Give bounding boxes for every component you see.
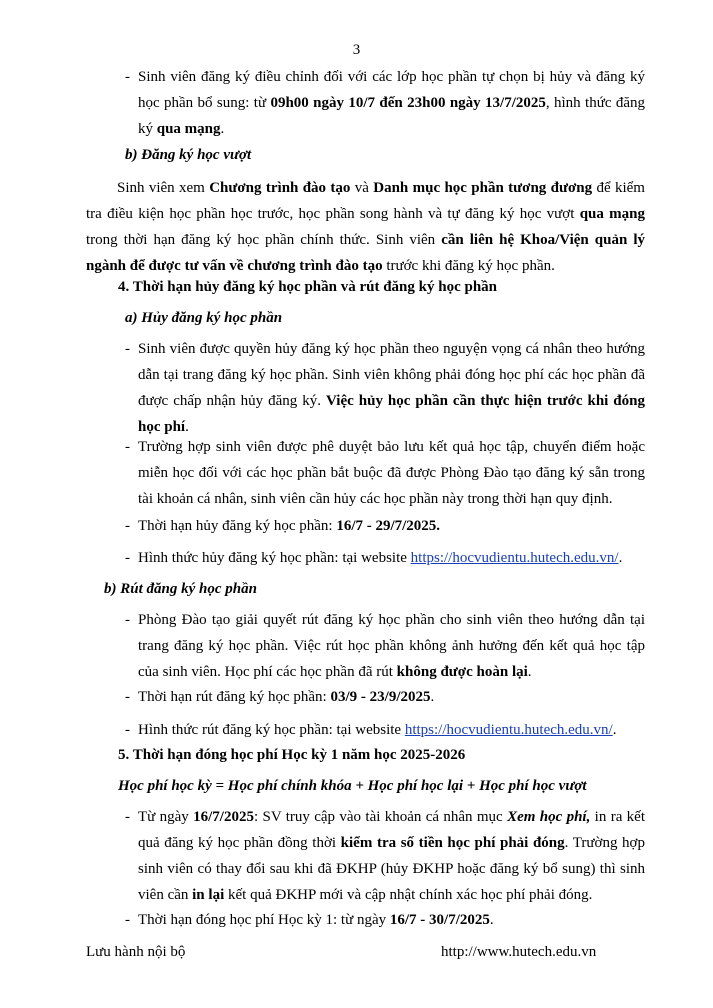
bullet-dash: - (125, 612, 130, 628)
list-item: Phòng Đào tạo giải quyết rút đăng ký học phần cho sinh viên theo hướng dẫn tại trang đăng ký học phần. Việc rút học phần không ảnh hưởng đến kết quả học tập của sinh viên. Học phí các học phần đã rút không được hoàn lại. (138, 612, 645, 680)
text-bold: 09h00 ngày 10/7 đến 23h00 ngày 13/7/2025 (270, 95, 546, 111)
bullet-dash: - (125, 518, 130, 534)
bullet-dash: - (125, 912, 130, 928)
subsection-title: b) Đăng ký học vượt (125, 147, 252, 163)
list-item: Trường hợp sinh viên được phê duyệt bảo lưu kết quả học tập, chuyển điểm hoặc miễn học đối với các học phần bắt buộc đã được Phòng Đào tạo đăng ký sẵn trong tài khoản cá nhân, sinh viên cần hủy các học phần này trong thời hạn quy định. (138, 439, 645, 507)
text: . (220, 121, 225, 137)
section-title: 4. Thời hạn hủy đăng ký học phần và rút đăng ký học phần (118, 279, 498, 295)
bullet-dash: - (125, 69, 130, 85)
text-bold: qua mạng (156, 121, 221, 137)
list-item: Sinh viên được quyền hủy đăng ký học phần theo nguyện vọng cá nhân theo hướng dẫn tại trang đăng ký học phần. Sinh viên không phải đóng học phí các học phần đã được chấp nhận hủy đăng ký. Việc hủy học phần cần thực hiện trước khi đóng học phí. (138, 341, 645, 435)
formula: Học phí học kỳ = Học phí chính khóa + Học phí học lại + Học phí học vượt (118, 778, 587, 794)
text: Sinh viên đăng ký điều chỉnh đối với các lớp học phần tự chọn bị hủy và đăng ký học phần bổ sung: từ (138, 69, 645, 111)
list-item (138, 64, 645, 142)
list-item: Thời hạn hủy đăng ký học phần: 16/7 - 29/7/2025. (138, 518, 441, 534)
bullet-dash: - (125, 439, 130, 455)
bullet-dash: - (125, 550, 130, 566)
bullet-dash: - (125, 689, 130, 705)
footer-url: http://www.hutech.edu.vn (441, 944, 597, 960)
list-item: Thời hạn đóng học phí Học kỳ 1: từ ngày 16/7 - 30/7/2025. (138, 912, 494, 928)
website-link[interactable]: https://hocvudientu.hutech.edu.vn/ (410, 550, 619, 566)
website-link[interactable]: https://hocvudientu.hutech.edu.vn/ (404, 722, 613, 738)
list-item: Từ ngày 16/7/2025: SV truy cập vào tài khoản cá nhân mục Xem học phí, in ra kết quả đăng ký học phần đồng thời kiểm tra số tiền học phí phải đóng. Trường hợp sinh viên có thay đổi sau khi đã ĐKHP (hủy ĐKHP hoặc đăng ký bổ sung) thì sinh viên cần in lại kết quả ĐKHP mới và cập nhật chính xác học phí phải đóng. (138, 809, 646, 903)
text: , hình thức đăng ký (138, 95, 646, 137)
bullet-dash: - (125, 722, 130, 738)
bullet-dash: - (125, 341, 130, 357)
subsection-title: b) Rút đăng ký học phần (104, 581, 257, 597)
subsection-title: a) Hủy đăng ký học phần (125, 310, 283, 326)
list-item: Hình thức rút đăng ký học phần: tại website https://hocvudientu.hutech.edu.vn/. (138, 722, 617, 738)
bullet-dash: - (125, 809, 130, 825)
section-title: 5. Thời hạn đóng học phí Học kỳ 1 năm học 2025-2026 (118, 747, 466, 763)
paragraph: Sinh viên xem Chương trình đào tạo và Danh mục học phần tương đương để kiểm tra điều kiện học phần học trước, học phần song hành và tự đăng ký học vượt qua mạng trong thời hạn đăng ký học phần chính thức. Sinh viên cần liên hệ Khoa/Viện quản lý ngành để được tư vấn về chương trình đào tạo trước khi đăng ký học phần. (86, 180, 645, 274)
footer-left: Lưu hành nội bộ (86, 944, 186, 960)
page-number: 3 (352, 42, 361, 58)
list-item: Hình thức hủy đăng ký học phần: tại website https://hocvudientu.hutech.edu.vn/. (138, 550, 623, 566)
list-item: Thời hạn rút đăng ký học phần: 03/9 - 23/9/2025. (138, 689, 435, 705)
